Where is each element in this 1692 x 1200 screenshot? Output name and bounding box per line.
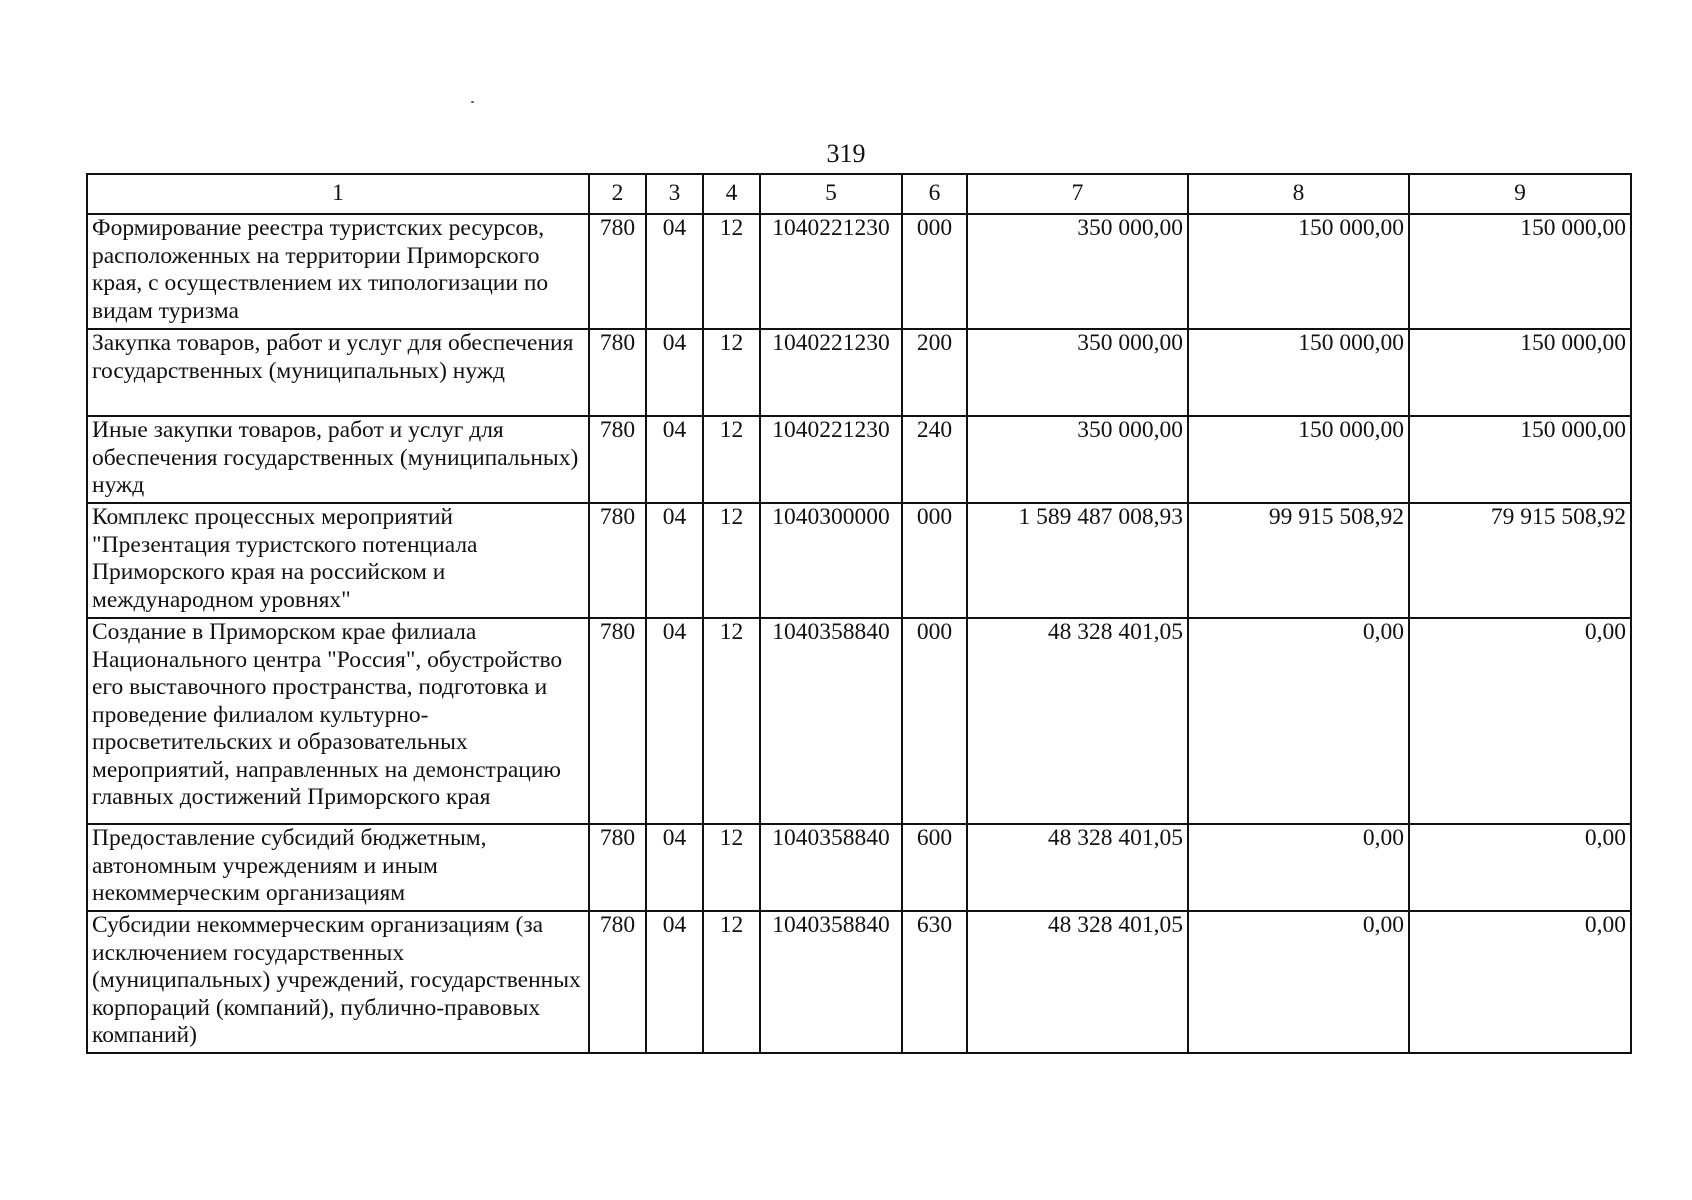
code-cell: 000 [902, 503, 967, 618]
header-cell: 2 [589, 174, 646, 214]
header-cell: 3 [646, 174, 703, 214]
amount-cell: 0,00 [1188, 911, 1409, 1053]
code-cell: 12 [703, 214, 760, 329]
table-row [87, 824, 1631, 911]
amount-cell: 48 328 401,05 [967, 618, 1188, 824]
code-cell: 780 [589, 329, 646, 416]
scan-speck [471, 101, 474, 103]
header-cell: 4 [703, 174, 760, 214]
code-cell: 240 [902, 416, 967, 503]
amount-cell: 0,00 [1409, 911, 1631, 1053]
code-cell: 780 [589, 618, 646, 824]
header-cell: 7 [967, 174, 1188, 214]
code-cell: 04 [646, 214, 703, 329]
code-cell: 12 [703, 329, 760, 416]
code-cell: 12 [703, 618, 760, 824]
code-cell: 1040300000 [760, 503, 902, 618]
code-cell: 780 [589, 214, 646, 329]
code-cell: 04 [646, 618, 703, 824]
code-cell: 600 [902, 824, 967, 911]
amount-cell: 0,00 [1188, 824, 1409, 911]
table-row [87, 618, 1631, 824]
code-cell: 12 [703, 416, 760, 503]
expense-name: Комплекс процессных мероприятий "Презентация туристского потенциала Приморского края на российском и международном уровнях" [87, 503, 589, 618]
amount-cell: 350 000,00 [967, 329, 1188, 416]
code-cell: 780 [589, 911, 646, 1053]
table-row [87, 911, 1631, 1053]
expense-name: Закупка товаров, работ и услуг для обеспечения государственных (муниципальных) нужд [87, 329, 589, 416]
amount-cell: 350 000,00 [967, 416, 1188, 503]
table-row [87, 503, 1631, 618]
header-row [87, 174, 1631, 214]
table-row [87, 214, 1631, 329]
code-cell: 1040358840 [760, 618, 902, 824]
amount-cell: 150 000,00 [1409, 416, 1631, 503]
code-cell: 630 [902, 911, 967, 1053]
amount-cell: 150 000,00 [1409, 329, 1631, 416]
amount-cell: 0,00 [1188, 618, 1409, 824]
code-cell: 12 [703, 911, 760, 1053]
code-cell: 1040358840 [760, 911, 902, 1053]
amount-cell: 0,00 [1409, 824, 1631, 911]
amount-cell: 1 589 487 008,93 [967, 503, 1188, 618]
code-cell: 12 [703, 824, 760, 911]
code-cell: 000 [902, 618, 967, 824]
header-cell: 5 [760, 174, 902, 214]
code-cell: 780 [589, 416, 646, 503]
amount-cell: 150 000,00 [1188, 214, 1409, 329]
code-cell: 000 [902, 214, 967, 329]
code-cell: 1040358840 [760, 824, 902, 911]
expense-name: Субсидии некоммерческим организациям (за исключением государственных (муниципальных) учреждений, государственных корпораций (компаний), публично-правовых компаний) [87, 911, 589, 1053]
table-row [87, 416, 1631, 503]
expense-name: Создание в Приморском крае филиала Национального центра "Россия", обустройство его выставочного пространства, подготовка и проведение филиалом культурно-просветительских и образовательных мероприятий, направленных на демонстрацию главных достижений Приморского края [87, 618, 589, 824]
header-cell: 1 [87, 174, 589, 214]
amount-cell: 48 328 401,05 [967, 911, 1188, 1053]
page-number: 319 [826, 139, 866, 168]
code-cell: 780 [589, 824, 646, 911]
code-cell: 1040221230 [760, 329, 902, 416]
amount-cell: 0,00 [1409, 618, 1631, 824]
code-cell: 04 [646, 911, 703, 1053]
table-row [87, 329, 1631, 416]
amount-cell: 48 328 401,05 [967, 824, 1188, 911]
expense-name: Формирование реестра туристских ресурсов, расположенных на территории Приморского края, с осуществлением их типологизации по видам туризма [87, 214, 589, 329]
amount-cell: 150 000,00 [1188, 416, 1409, 503]
amount-cell: 99 915 508,92 [1188, 503, 1409, 618]
code-cell: 12 [703, 503, 760, 618]
header-cell: 9 [1409, 174, 1631, 214]
amount-cell: 350 000,00 [967, 214, 1188, 329]
code-cell: 04 [646, 329, 703, 416]
header-cell: 6 [902, 174, 967, 214]
code-cell: 04 [646, 503, 703, 618]
amount-cell: 150 000,00 [1188, 329, 1409, 416]
expense-name: Предоставление субсидий бюджетным, автономным учреждениям и иным некоммерческим организациям [87, 824, 589, 911]
code-cell: 1040221230 [760, 416, 902, 503]
code-cell: 780 [589, 503, 646, 618]
header-cell: 8 [1188, 174, 1409, 214]
amount-cell: 150 000,00 [1409, 214, 1631, 329]
code-cell: 04 [646, 824, 703, 911]
code-cell: 04 [646, 416, 703, 503]
amount-cell: 79 915 508,92 [1409, 503, 1631, 618]
code-cell: 1040221230 [760, 214, 902, 329]
budget-table [86, 173, 1632, 1054]
code-cell: 200 [902, 329, 967, 416]
expense-name: Иные закупки товаров, работ и услуг для обеспечения государственных (муниципальных) нужд [87, 416, 589, 503]
